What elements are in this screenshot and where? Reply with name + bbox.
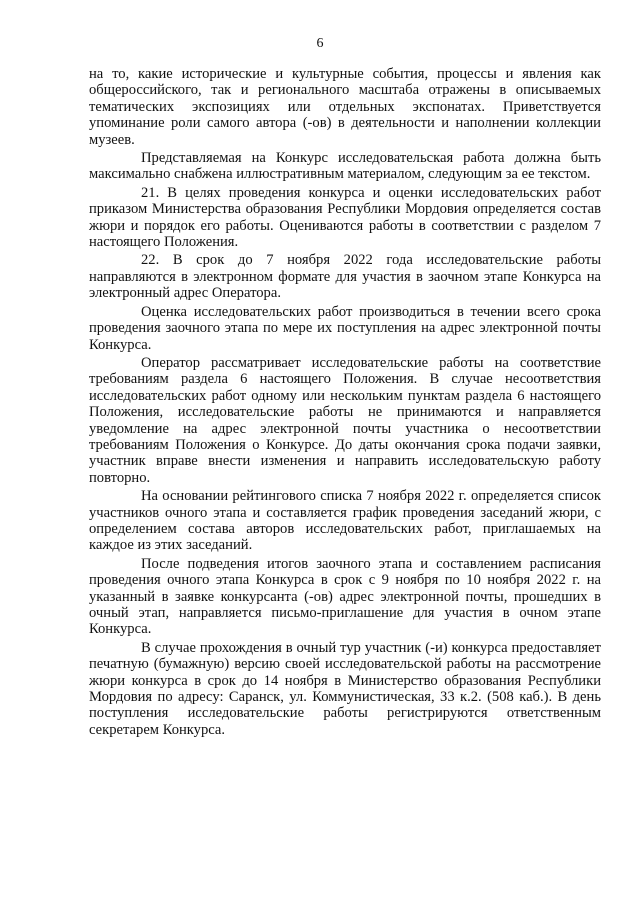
paragraph-rating-list: На основании рейтингового списка 7 ноября 2022 г. определяется список участников очного этапа и составляется график проведения заседаний жюри, с определением состава авторов исследовательских работ, приглашаемых на каждое из этих заседаний. bbox=[89, 488, 601, 554]
paragraph-continuation: на то, какие исторические и культурные события, процессы и явления как общероссийского, так и регионального масштаба отражены в описываемых тематических экспозициях или отдельных экспонатах. Приветствуется упоминание роли самого автора (-ов) в деятельности и наполнении коллекции музеев. bbox=[89, 66, 601, 148]
paragraph-evaluation: Оценка исследовательских работ производиться в течении всего срока проведения заочного этапа по мере их поступления на адрес электронной почты Конкурса. bbox=[89, 303, 601, 353]
paragraph-illustrative-material: Представляемая на Конкурс исследовательская работа должна быть максимально снабжена иллюстративным материалом, следующим за ее текстом. bbox=[89, 150, 601, 183]
paragraph-invitation: После подведения итогов заочного этапа и составлением расписания проведения очного этапа Конкурса в срок с 9 ноября по 10 ноября 2022 г. на указанный в заявке конкурсанта (-ов) адрес электронной почты, прошедших в очный этап, направляется письмо-приглашение для участия в очном этапе Конкурса. bbox=[89, 555, 601, 638]
page-number: 6 bbox=[316, 36, 324, 51]
paragraph-operator-review: Оператор рассматривает исследовательские работы на соответствие требованиям раздела 6 настоящего Положения. В случае несоответствия исследовательских работ одному или нескольким пунктам раздела 6 настоящего Положения, исследовательские работы не принимаются и направляется уведомление на адрес электронной почты участника о несоответствии требованиям Положения о Конкурсе. До даты окончания срока подачи заявки, участник вправе внести изменения и направить исследовательскую работу повторно. bbox=[89, 354, 601, 486]
paragraph-item-22: 22. В срок до 7 ноября 2022 года исследовательские работы направляются в электронном формате для участия в заочном этапе Конкурса на электронный адрес Оператора. bbox=[89, 252, 601, 302]
paragraph-item-21: 21. В целях проведения конкурса и оценки исследовательских работ приказом Министерства образования Республики Мордовия определяется состав жюри и порядок его работы. Оцениваются работы в соответствии с разделом 7 настоящего Положения. bbox=[89, 184, 601, 251]
document-body bbox=[89, 66, 601, 740]
paragraph-printed-version: В случае прохождения в очный тур участник (-и) конкурса предоставляет печатную (бумажную) версию своей исследовательской работы на рассмотрение жюри конкурса в срок до 14 ноября в Министерство образования Республики Мордовия по адресу: Саранск, ул. Коммунистическая, 33 к.2. (508 каб.). В день поступления исследовательские работы регистрируются ответственным секретарем Конкурса. bbox=[89, 639, 601, 738]
